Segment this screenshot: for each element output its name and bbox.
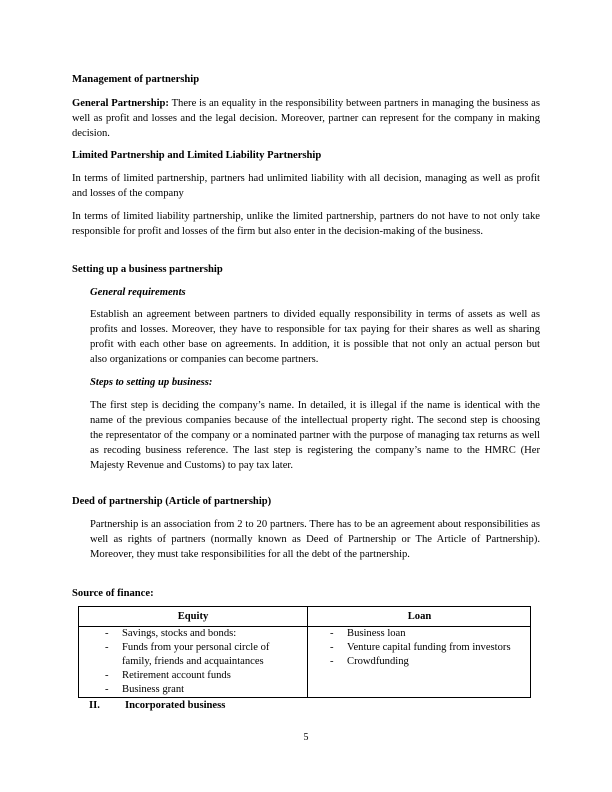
- list-item: - Retirement account funds: [105, 669, 301, 683]
- list-item: - Crowdfunding: [330, 655, 525, 669]
- section-ii-heading: [89, 698, 225, 713]
- deed-paragraph: Partnership is an association from 2 to 20 partners. There has to be an agreement about responsibilities as well as rights of partners (normally known as Deed of Partnership or The Article of Partnership). Moreover, they must take responsibilities for all the debt of the partnership.: [90, 519, 540, 560]
- requirements-heading: General requirements: [90, 287, 186, 298]
- finance-table: [78, 606, 531, 698]
- list-item: - Business grant: [105, 683, 301, 697]
- setup-heading: Setting up a business partnership: [72, 264, 223, 275]
- loan-column-header: Loan: [407, 611, 432, 622]
- equity-list: [105, 627, 301, 697]
- general-partnership-text: There is an equality in the responsibility between partners in managing the business as well as profit and losses and the legal decision. Moreover, partner can represent for the company in making decision.: [72, 98, 540, 139]
- requirements-paragraph: Establish an agreement between partners to divided equally responsibility in terms of assets as well as profits and losses. Moreover, they have to responsible for tax paying for their shares as well as sharing profit with each other base on agreements. In addition, it is possible that not only an actual person but also organizations or companies can become partners.: [90, 309, 540, 365]
- list-item: - Business loan: [330, 627, 525, 641]
- section-ii-number: II.: [89, 700, 100, 711]
- general-partnership-label: General Partnership:: [72, 98, 169, 109]
- limited-paragraph-2: In terms of limited liability partnership, unlike the limited partnership, partners do not have to not only take responsible for profit and losses of the firm but also enter in the decision-making of the business.: [72, 211, 540, 237]
- steps-paragraph: The first step is deciding the company’s name. In detailed, it is illegal if the name is identical with the name of the previous companies because of the intellectual property right. The second step is choosing the representator of the company or a nominated partner with the purpose of managing tax returns as well as recoding business reference. The last step is registering the company’s name to the HMRC (Her Majesty Revenue and Customs) to pay tax later.: [90, 400, 540, 471]
- management-heading: Management of partnership: [72, 74, 200, 85]
- steps-heading: Steps to setting up business:: [90, 377, 213, 388]
- finance-heading: Source of finance:: [72, 588, 154, 599]
- equity-column-header: Equity: [177, 611, 209, 622]
- limited-paragraph-1: In terms of limited partnership, partners had unlimited liability with all decision, managing as well as profit and losses of the company: [72, 173, 540, 199]
- list-item: - Savings, stocks and bonds:: [105, 627, 301, 641]
- list-item: - Venture capital funding from investors: [330, 641, 525, 655]
- limited-heading: Limited Partnership and Limited Liability Partnership: [72, 150, 322, 161]
- list-item: - Funds from your personal circle of family, friends and acquaintances: [105, 641, 301, 669]
- loan-list: [330, 627, 525, 669]
- deed-heading: Deed of partnership (Article of partnership): [72, 496, 272, 507]
- section-ii-title: Incorporated business: [125, 700, 226, 711]
- general-partnership-paragraph: [72, 96, 540, 141]
- page-number: 5: [303, 732, 309, 743]
